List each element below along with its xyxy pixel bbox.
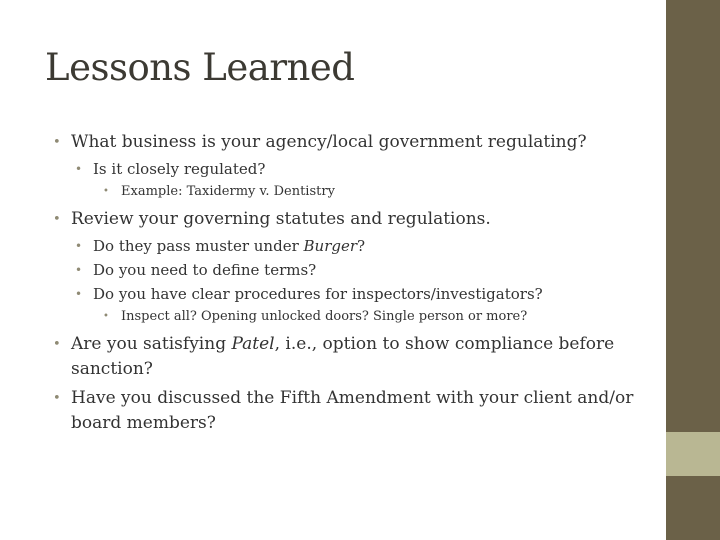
list-item-text: Inspect all? Opening unlocked doors? Single person or more?: [121, 309, 528, 324]
bullet-icon: •: [103, 186, 109, 197]
bullet-icon: •: [75, 263, 83, 277]
list-item-text: Example: Taxidermy v. Dentistry: [121, 184, 335, 199]
list-item: [75, 159, 653, 179]
sidebar-decoration: [666, 0, 720, 540]
list-item: [103, 308, 653, 326]
list-item-text-part: Are you satisfying: [71, 334, 232, 354]
bullet-icon: •: [103, 311, 109, 322]
list-item: [75, 284, 653, 304]
list-item-text: [93, 237, 365, 255]
list-item-text-part: ?: [357, 237, 366, 255]
case-name: Burger: [303, 237, 358, 255]
list-item: [53, 332, 653, 382]
list-item: [103, 183, 653, 201]
case-name: Patel: [231, 334, 275, 354]
list-item-text: Is it closely regulated?: [93, 160, 266, 178]
bullet-icon: •: [75, 287, 83, 301]
bullet-icon: •: [53, 212, 61, 227]
list-item: [53, 207, 653, 232]
list-item: [53, 130, 653, 155]
list-item-text: Do you have clear procedures for inspectors/investigators?: [93, 285, 543, 303]
list-item-text-part: , i.e., option to show compliance before sanction?: [71, 334, 615, 379]
list-item-text: Do you need to define terms?: [93, 261, 317, 279]
list-item: [53, 386, 653, 436]
bullet-icon: •: [53, 135, 61, 150]
bullet-icon: •: [75, 239, 83, 253]
bullet-icon: •: [53, 391, 61, 406]
bullet-list: [53, 130, 653, 440]
list-item: [75, 260, 653, 280]
list-item: [75, 236, 653, 256]
list-item-text: [71, 334, 614, 379]
bullet-icon: •: [53, 337, 61, 352]
list-item-text: What business is your agency/local government regulating?: [71, 132, 587, 152]
list-item-text: Review your governing statutes and regulations.: [71, 209, 491, 229]
list-item-text-part: Do they pass muster under: [93, 237, 304, 255]
sidebar-accent: [666, 432, 720, 476]
list-item-text: Have you discussed the Fifth Amendment with your client and/or board members?: [71, 388, 634, 433]
slide-title: Lessons Learned: [45, 46, 355, 89]
bullet-icon: •: [75, 162, 83, 176]
